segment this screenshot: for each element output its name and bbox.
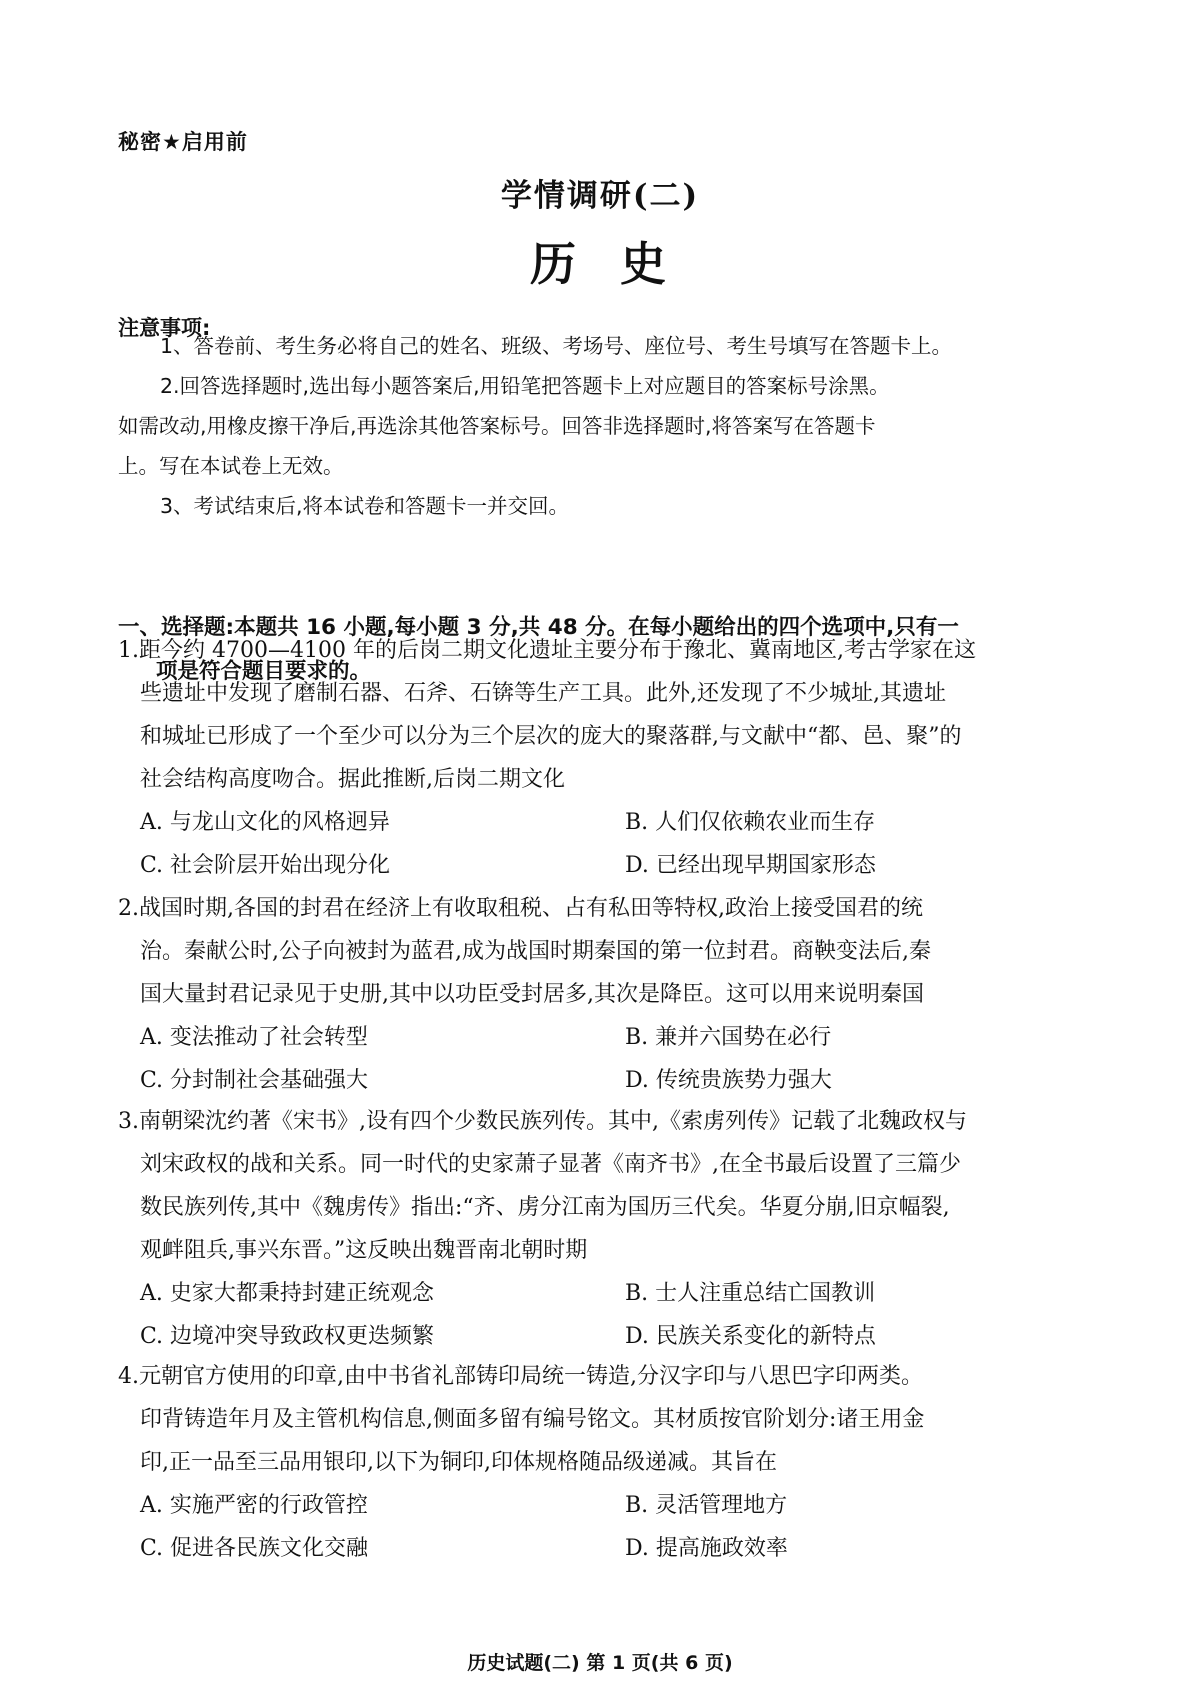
question-1 (118, 629, 1093, 887)
question-line: 4.元朝官方使用的印章,由中书省礼部铸印局统一铸造,分汉字印与八思巴字印两类。 (118, 1364, 923, 1389)
section-heading-line: 一、选择题:本题共 16 小题,每小题 3 分,共 48 分。在每小题给出的四个选项中,只有一 (118, 615, 959, 640)
notice-item: 2.回答选择题时,选出每小题答案后,用铅笔把答题卡上对应题目的答案标号涂黑。 (160, 374, 890, 398)
option-a: A. 实施严密的行政管控 (140, 1493, 368, 1518)
option-c: C. 边境冲突导致政权更迭频繁 (140, 1324, 435, 1349)
option-grid (118, 801, 1093, 887)
option-d: D. 已经出现早期国家形态 (625, 853, 876, 878)
question-line: 观衅阻兵,事兴东晋。”这反映出魏晋南北朝时期 (140, 1238, 588, 1263)
page-footer: 历史试题(二) 第 1 页(共 6 页) (467, 1652, 733, 1674)
question-3 (118, 1100, 1093, 1358)
question-line: 2.战国时期,各国的封君在经济上有收取租税、占有私田等特权,政治上接受国君的统 (118, 896, 923, 921)
option-grid (118, 1484, 1093, 1570)
option-c: C. 促进各民族文化交融 (140, 1536, 369, 1561)
option-b: B. 灵活管理地方 (625, 1493, 788, 1518)
question-line: 社会结构高度吻合。据此推断,后岗二期文化 (140, 767, 565, 792)
option-d: D. 传统贵族势力强大 (625, 1068, 832, 1093)
option-grid (118, 1016, 1093, 1102)
exam-subtitle: 学情调研(二) (500, 178, 700, 214)
question-line: 和城址已形成了一个至少可以分为三个层次的庞大的聚落群,与文献中“都、邑、聚”的 (140, 724, 962, 749)
option-d: D. 提高施政效率 (625, 1536, 788, 1561)
question-line: 1.距今约 4700—4100 年的后岗二期文化遗址主要分布于豫北、冀南地区,考古学家在这 (118, 638, 976, 663)
option-a: A. 与龙山文化的风格迥异 (140, 810, 390, 835)
option-grid (118, 1272, 1093, 1358)
option-a: A. 变法推动了社会转型 (140, 1025, 368, 1050)
exam-subject-title: 历史 (530, 237, 710, 291)
option-b: B. 士人注重总结亡国教训 (625, 1281, 876, 1306)
question-line: 治。秦献公时,公子向被封为蓝君,成为战国时期秦国的第一位封君。商鞅变法后,秦 (140, 939, 931, 964)
option-a: A. 史家大都秉持封建正统观念 (140, 1281, 434, 1306)
confidential-mark: 秘密★启用前 (118, 130, 248, 154)
question-2 (118, 887, 1093, 1102)
question-line: 印背铸造年月及主管机构信息,侧面多留有编号铭文。其材质按官阶划分:诸王用金 (140, 1407, 925, 1432)
question-4 (118, 1355, 1093, 1570)
option-b: B. 人们仅依赖农业而生存 (625, 810, 876, 835)
section-heading-line: 项是符合题目要求的。 (156, 659, 372, 684)
question-line: 数民族列传,其中《魏虏传》指出:“齐、虏分江南为国历三代矣。华夏分崩,旧京幅裂, (140, 1195, 950, 1220)
notice-item: 如需改动,用橡皮擦干净后,再选涂其他答案标号。回答非选择题时,将答案写在答题卡 (118, 414, 876, 438)
option-c: C. 社会阶层开始出现分化 (140, 853, 391, 878)
option-d: D. 民族关系变化的新特点 (625, 1324, 876, 1349)
question-line: 刘宋政权的战和关系。同一时代的史家萧子显著《南齐书》,在全书最后设置了三篇少 (140, 1152, 961, 1177)
notice-item: 3、考试结束后,将本试卷和答题卡一并交回。 (160, 494, 570, 518)
notice-heading: 注意事项: (118, 316, 211, 340)
question-line: 些遗址中发现了磨制石器、石斧、石锛等生产工具。此外,还发现了不少城址,其遗址 (140, 681, 946, 706)
option-b: B. 兼并六国势在必行 (625, 1025, 832, 1050)
notice-item: 上。写在本试卷上无效。 (118, 454, 344, 478)
notice-item: 1、答卷前、考生务必将自己的姓名、班级、考场号、座位号、考生号填写在答题卡上。 (160, 334, 953, 358)
notice-list (118, 326, 1078, 526)
option-c: C. 分封制社会基础强大 (140, 1068, 369, 1093)
question-line: 印,正一品至三品用银印,以下为铜印,印体规格随品级递减。其旨在 (140, 1450, 777, 1475)
question-line: 国大量封君记录见于史册,其中以功臣受封居多,其次是降臣。这可以用来说明秦国 (140, 982, 924, 1007)
question-line: 3.南朝梁沈约著《宋书》,设有四个少数民族列传。其中,《索虏列传》记载了北魏政权与 (118, 1109, 967, 1134)
